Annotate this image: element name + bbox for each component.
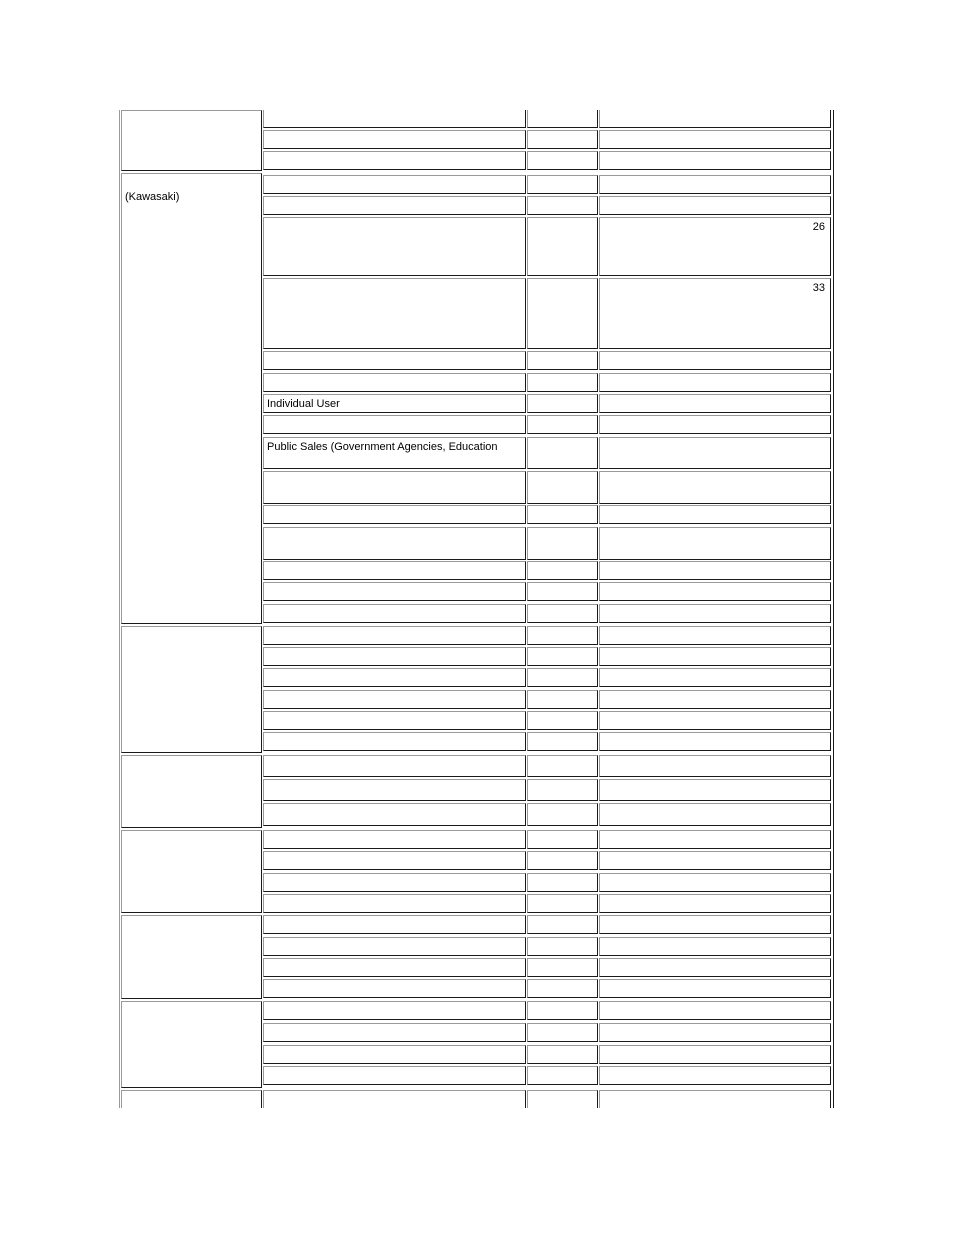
code-cell [527, 1023, 598, 1042]
code-cell [527, 505, 598, 524]
code-cell [527, 915, 598, 934]
name-text: Individual User [267, 398, 340, 410]
code-cell [527, 779, 598, 801]
name-cell [263, 604, 526, 623]
code-cell [527, 803, 598, 826]
value-cell [599, 130, 831, 149]
name-cell [263, 415, 526, 434]
code-cell [527, 830, 598, 849]
value-cell [599, 690, 831, 709]
table-right-edge [833, 110, 834, 1108]
name-cell [263, 471, 526, 504]
code-cell [527, 527, 598, 560]
value-cell [599, 196, 831, 215]
code-cell [527, 561, 598, 580]
name-cell [263, 351, 526, 370]
code-cell [527, 937, 598, 956]
code-cell [527, 1066, 598, 1085]
code-cell [527, 873, 598, 892]
value-cell [599, 711, 831, 730]
code-cell [527, 1001, 598, 1020]
value-text: 33 [812, 282, 825, 294]
group-cell [121, 1090, 262, 1108]
value-cell [599, 894, 831, 913]
name-cell [263, 1045, 526, 1064]
code-cell [527, 196, 598, 215]
name-cell [263, 1090, 526, 1108]
group-label: (Kawasaki) [125, 191, 180, 203]
group-cell [121, 626, 262, 753]
name-cell [263, 894, 526, 913]
value-cell [599, 668, 831, 687]
value-cell [599, 415, 831, 434]
group-cell [121, 915, 262, 999]
value-cell [599, 505, 831, 524]
value-cell [599, 830, 831, 849]
value-cell [599, 394, 831, 413]
value-cell [599, 732, 831, 751]
code-cell [527, 958, 598, 977]
value-cell [599, 373, 831, 392]
code-cell [527, 851, 598, 870]
value-cell [599, 1066, 831, 1085]
value-cell [599, 647, 831, 666]
name-cell [263, 130, 526, 149]
code-cell [527, 979, 598, 998]
group-cell [121, 830, 262, 913]
name-cell [263, 915, 526, 934]
name-cell [263, 394, 526, 413]
code-cell [527, 175, 598, 194]
value-text: 26 [812, 221, 825, 233]
code-cell [527, 471, 598, 504]
name-cell [263, 110, 526, 128]
code-cell [527, 394, 598, 413]
group-cell [121, 755, 262, 828]
code-cell [527, 1045, 598, 1064]
value-cell [599, 1023, 831, 1042]
name-cell [263, 175, 526, 194]
value-cell [599, 626, 831, 645]
code-cell [527, 755, 598, 777]
name-cell [263, 779, 526, 801]
value-cell [599, 851, 831, 870]
value-cell [599, 175, 831, 194]
code-cell [527, 1090, 598, 1108]
name-cell [263, 217, 526, 276]
value-cell [599, 937, 831, 956]
code-cell [527, 647, 598, 666]
name-cell [263, 278, 526, 349]
name-cell [263, 561, 526, 580]
value-cell [599, 1090, 831, 1108]
name-cell [263, 958, 526, 977]
code-cell [527, 151, 598, 170]
name-cell [263, 732, 526, 751]
name-cell [263, 803, 526, 826]
name-cell [263, 668, 526, 687]
code-cell [527, 690, 598, 709]
code-cell [527, 711, 598, 730]
code-cell [527, 415, 598, 434]
code-cell [527, 732, 598, 751]
value-cell [599, 527, 831, 560]
code-cell [527, 894, 598, 913]
code-cell [527, 373, 598, 392]
name-cell [263, 373, 526, 392]
value-cell [599, 351, 831, 370]
name-cell [263, 979, 526, 998]
value-cell [599, 278, 831, 349]
group-cell [121, 110, 262, 171]
code-cell [527, 217, 598, 276]
value-cell [599, 604, 831, 623]
value-cell [599, 471, 831, 504]
name-cell [263, 690, 526, 709]
name-cell [263, 851, 526, 870]
name-cell [263, 1066, 526, 1085]
code-cell [527, 604, 598, 623]
value-cell [599, 915, 831, 934]
name-cell [263, 830, 526, 849]
name-cell [263, 151, 526, 170]
value-cell [599, 979, 831, 998]
name-cell [263, 505, 526, 524]
name-cell [263, 1001, 526, 1020]
value-cell [599, 958, 831, 977]
table-left-edge [119, 110, 120, 1108]
code-cell [527, 110, 598, 128]
value-cell [599, 1001, 831, 1020]
value-cell [599, 437, 831, 469]
value-cell [599, 582, 831, 601]
code-cell [527, 668, 598, 687]
name-cell [263, 527, 526, 560]
value-cell [599, 803, 831, 826]
code-cell [527, 351, 598, 370]
code-cell [527, 626, 598, 645]
name-cell [263, 437, 526, 469]
code-cell [527, 130, 598, 149]
name-cell [263, 1023, 526, 1042]
value-cell [599, 110, 831, 128]
group-cell [121, 1001, 262, 1088]
value-cell [599, 151, 831, 170]
group-cell [121, 173, 262, 624]
value-cell [599, 873, 831, 892]
name-text: Public Sales (Government Agencies, Education [267, 441, 498, 453]
code-cell [527, 437, 598, 469]
value-cell [599, 217, 831, 276]
value-cell [599, 561, 831, 580]
value-cell [599, 779, 831, 801]
value-cell [599, 1045, 831, 1064]
name-cell [263, 937, 526, 956]
name-cell [263, 755, 526, 777]
code-cell [527, 278, 598, 349]
name-cell [263, 196, 526, 215]
value-cell [599, 755, 831, 777]
name-cell [263, 582, 526, 601]
name-cell [263, 647, 526, 666]
name-cell [263, 711, 526, 730]
name-cell [263, 873, 526, 892]
name-cell [263, 626, 526, 645]
code-cell [527, 582, 598, 601]
